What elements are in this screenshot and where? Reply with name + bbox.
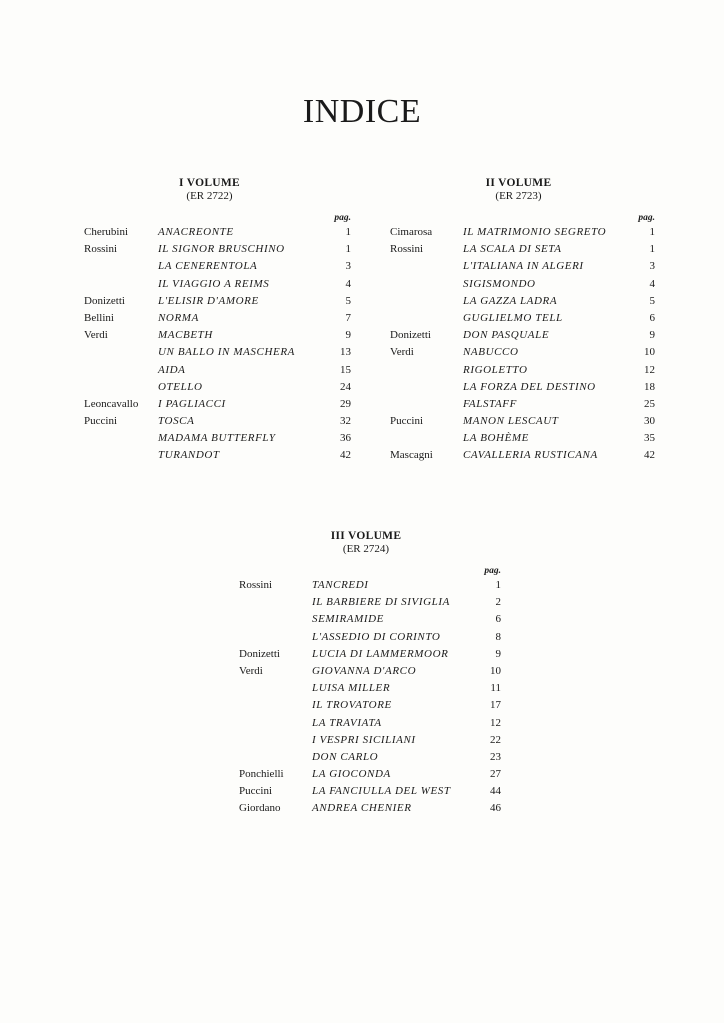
opera-title: IL BARBIERE DI SIVIGLIA: [312, 596, 450, 609]
composer-name: Donizetti: [390, 329, 431, 342]
page-number: 12: [490, 716, 501, 729]
page-number: 30: [644, 415, 655, 428]
opera-title: OTELLO: [158, 380, 203, 393]
page-number: 10: [490, 664, 501, 677]
opera-title: I PAGLIACCI: [158, 397, 226, 410]
entry-list: [390, 226, 655, 467]
volume-3-index: [239, 530, 501, 820]
page-number: 15: [340, 363, 351, 376]
index-entry: [239, 648, 501, 665]
composer-name: Giordano: [239, 802, 281, 815]
page-number: 5: [649, 294, 655, 307]
opera-title: TURANDOT: [158, 449, 220, 462]
entry-list: [84, 226, 351, 467]
opera-title: L'ITALIANA IN ALGERI: [463, 260, 584, 273]
opera-title: UN BALLO IN MASCHERA: [158, 346, 295, 359]
index-entry: [84, 260, 351, 277]
opera-title: LA FANCIULLA DEL WEST: [312, 785, 451, 798]
index-entry: [239, 751, 501, 768]
opera-title: MANON LESCAUT: [463, 415, 559, 428]
page-number: 4: [345, 277, 351, 290]
opera-title: ANACREONTE: [158, 226, 234, 238]
opera-title: LA TRAVIATA: [312, 716, 382, 729]
index-entry: [84, 329, 351, 346]
index-entry: [390, 364, 655, 381]
composer-name: Rossini: [390, 243, 424, 256]
index-entry: [84, 364, 351, 381]
entry-list: [239, 579, 501, 820]
page-number: 32: [340, 415, 351, 428]
index-entry: [390, 295, 655, 312]
page-number: 10: [644, 346, 655, 359]
index-entry: [390, 243, 655, 260]
volume-code: (ER 2722): [186, 190, 233, 202]
page-number: 8: [495, 630, 501, 643]
composer-name: Verdi: [239, 664, 263, 677]
index-entry: [84, 226, 351, 243]
index-entry: [239, 734, 501, 751]
page-number: 42: [340, 449, 351, 462]
page-number: 18: [644, 380, 655, 393]
index-entry: [84, 381, 351, 398]
index-entry: [239, 699, 501, 716]
opera-title: NABUCCO: [463, 346, 519, 359]
opera-title: DON PASQUALE: [463, 329, 550, 342]
opera-title: LA SCALA DI SETA: [463, 243, 562, 256]
page-number: 25: [644, 397, 655, 410]
page-number: 29: [340, 397, 351, 410]
composer-name: Donizetti: [239, 647, 280, 660]
page-number: 24: [340, 380, 351, 393]
opera-title: GIOVANNA D'ARCO: [312, 664, 417, 677]
page-column-label: pag.: [484, 566, 501, 576]
index-entry: [390, 449, 655, 466]
index-entry: [390, 415, 655, 432]
composer-name: Puccini: [239, 785, 272, 798]
page-number: 42: [644, 449, 655, 462]
page-number: 35: [644, 432, 655, 445]
index-entry: [239, 768, 501, 785]
page-number: 9: [649, 329, 655, 342]
index-entry: [239, 579, 501, 596]
opera-title: LA FORZA DEL DESTINO: [463, 380, 596, 393]
index-entry: [239, 596, 501, 613]
opera-title: AIDA: [158, 363, 186, 376]
opera-title: CAVALLERIA RUSTICANA: [463, 449, 598, 462]
opera-title: IL TROVATORE: [312, 699, 392, 712]
opera-title: NORMA: [158, 311, 199, 324]
index-entry: [390, 260, 655, 277]
index-entry: [390, 278, 655, 295]
page-column-label: pag.: [334, 213, 351, 223]
opera-title: L'ELISIR D'AMORE: [158, 294, 259, 307]
index-entry: [84, 278, 351, 295]
opera-title: LUISA MILLER: [312, 682, 391, 695]
volume-code: (ER 2724): [342, 543, 390, 555]
index-entry: [239, 717, 501, 734]
page-number: 5: [345, 294, 351, 307]
composer-name: Cimarosa: [390, 226, 433, 238]
index-entry: [239, 665, 501, 682]
composer-name: Rossini: [239, 579, 273, 591]
volume-heading: II VOLUME: [485, 177, 552, 189]
page-number: 2: [495, 596, 501, 609]
composer-name: Bellini: [84, 311, 114, 324]
volume-heading: III VOLUME: [330, 530, 402, 542]
page-number: 6: [495, 613, 501, 626]
index-entry: [84, 312, 351, 329]
composer-name: Donizetti: [84, 294, 125, 307]
page-number: 1: [495, 579, 501, 591]
composer-name: Mascagni: [390, 449, 433, 462]
composer-name: Leoncavallo: [84, 397, 139, 410]
opera-title: ANDREA CHENIER: [312, 802, 412, 815]
index-entry: [390, 329, 655, 346]
page-column-label: pag.: [638, 213, 655, 223]
page-number: 7: [345, 311, 351, 324]
index-entry: [390, 346, 655, 363]
index-entry: [84, 346, 351, 363]
page-number: 13: [340, 346, 351, 359]
index-entry: [84, 295, 351, 312]
page-number: 23: [490, 750, 501, 763]
page-number: 17: [490, 699, 501, 712]
page-number: 12: [644, 363, 655, 376]
index-entry: [84, 398, 351, 415]
opera-title: TOSCA: [158, 415, 195, 428]
opera-title: MADAMA BUTTERFLY: [158, 432, 276, 445]
page-number: 44: [490, 785, 501, 798]
composer-name: Puccini: [390, 415, 423, 428]
opera-title: L'ASSEDIO DI CORINTO: [312, 630, 441, 643]
page-number: 9: [495, 647, 501, 660]
composer-name: Rossini: [84, 243, 118, 256]
index-entry: [390, 312, 655, 329]
opera-title: MACBETH: [158, 329, 213, 342]
opera-title: IL MATRIMONIO SEGRETO: [463, 226, 607, 238]
page-number: 1: [649, 226, 655, 238]
index-entry: [84, 432, 351, 449]
page-title: INDICE: [302, 93, 422, 130]
page-number: 9: [345, 329, 351, 342]
page-number: 6: [649, 311, 655, 324]
opera-title: SEMIRAMIDE: [312, 613, 384, 626]
page-number: 22: [490, 733, 501, 746]
opera-title: LA GAZZA LADRA: [463, 294, 558, 307]
index-entry: [390, 381, 655, 398]
volume-heading: I VOLUME: [178, 177, 241, 189]
index-entry: [239, 802, 501, 819]
volume-2-index: [390, 177, 655, 467]
page-number: 3: [649, 260, 655, 273]
composer-name: Puccini: [84, 415, 117, 428]
volume-1-index: [84, 177, 351, 467]
index-entry: [239, 682, 501, 699]
opera-title: GUGLIELMO TELL: [463, 311, 563, 324]
page-number: 36: [340, 432, 351, 445]
volume-code: (ER 2723): [495, 190, 542, 202]
opera-title: LUCIA DI LAMMERMOOR: [312, 647, 449, 660]
index-entry: [84, 449, 351, 466]
opera-title: FALSTAFF: [463, 397, 517, 410]
opera-title: IL SIGNOR BRUSCHINO: [158, 243, 285, 256]
index-entry: [239, 785, 501, 802]
page-number: 11: [490, 682, 501, 695]
composer-name: Verdi: [390, 346, 414, 359]
opera-title: TANCREDI: [312, 579, 369, 591]
opera-title: DON CARLO: [312, 750, 379, 763]
opera-title: LA CENERENTOLA: [158, 260, 258, 273]
opera-title: IL VIAGGIO A REIMS: [158, 277, 270, 290]
composer-name: Ponchielli: [239, 768, 284, 781]
opera-title: SIGISMONDO: [463, 277, 536, 290]
page-number: 4: [649, 277, 655, 290]
index-entry: [390, 398, 655, 415]
composer-name: Verdi: [84, 329, 108, 342]
page-number: 27: [490, 768, 501, 781]
opera-title: LA BOHÈME: [463, 432, 529, 445]
index-entry: [239, 631, 501, 648]
index-entry: [84, 415, 351, 432]
page-number: 1: [345, 243, 351, 256]
composer-name: Cherubini: [84, 226, 128, 238]
page-number: 1: [649, 243, 655, 256]
page-number: 46: [490, 802, 501, 815]
opera-title: LA GIOCONDA: [312, 768, 391, 781]
index-entry: [239, 613, 501, 630]
page-number: 1: [345, 226, 351, 238]
index-entry: [84, 243, 351, 260]
opera-title: RIGOLETTO: [463, 363, 528, 376]
index-entry: [390, 226, 655, 243]
opera-title: I VESPRI SICILIANI: [312, 733, 416, 746]
page-number: 3: [345, 260, 351, 273]
index-entry: [390, 432, 655, 449]
